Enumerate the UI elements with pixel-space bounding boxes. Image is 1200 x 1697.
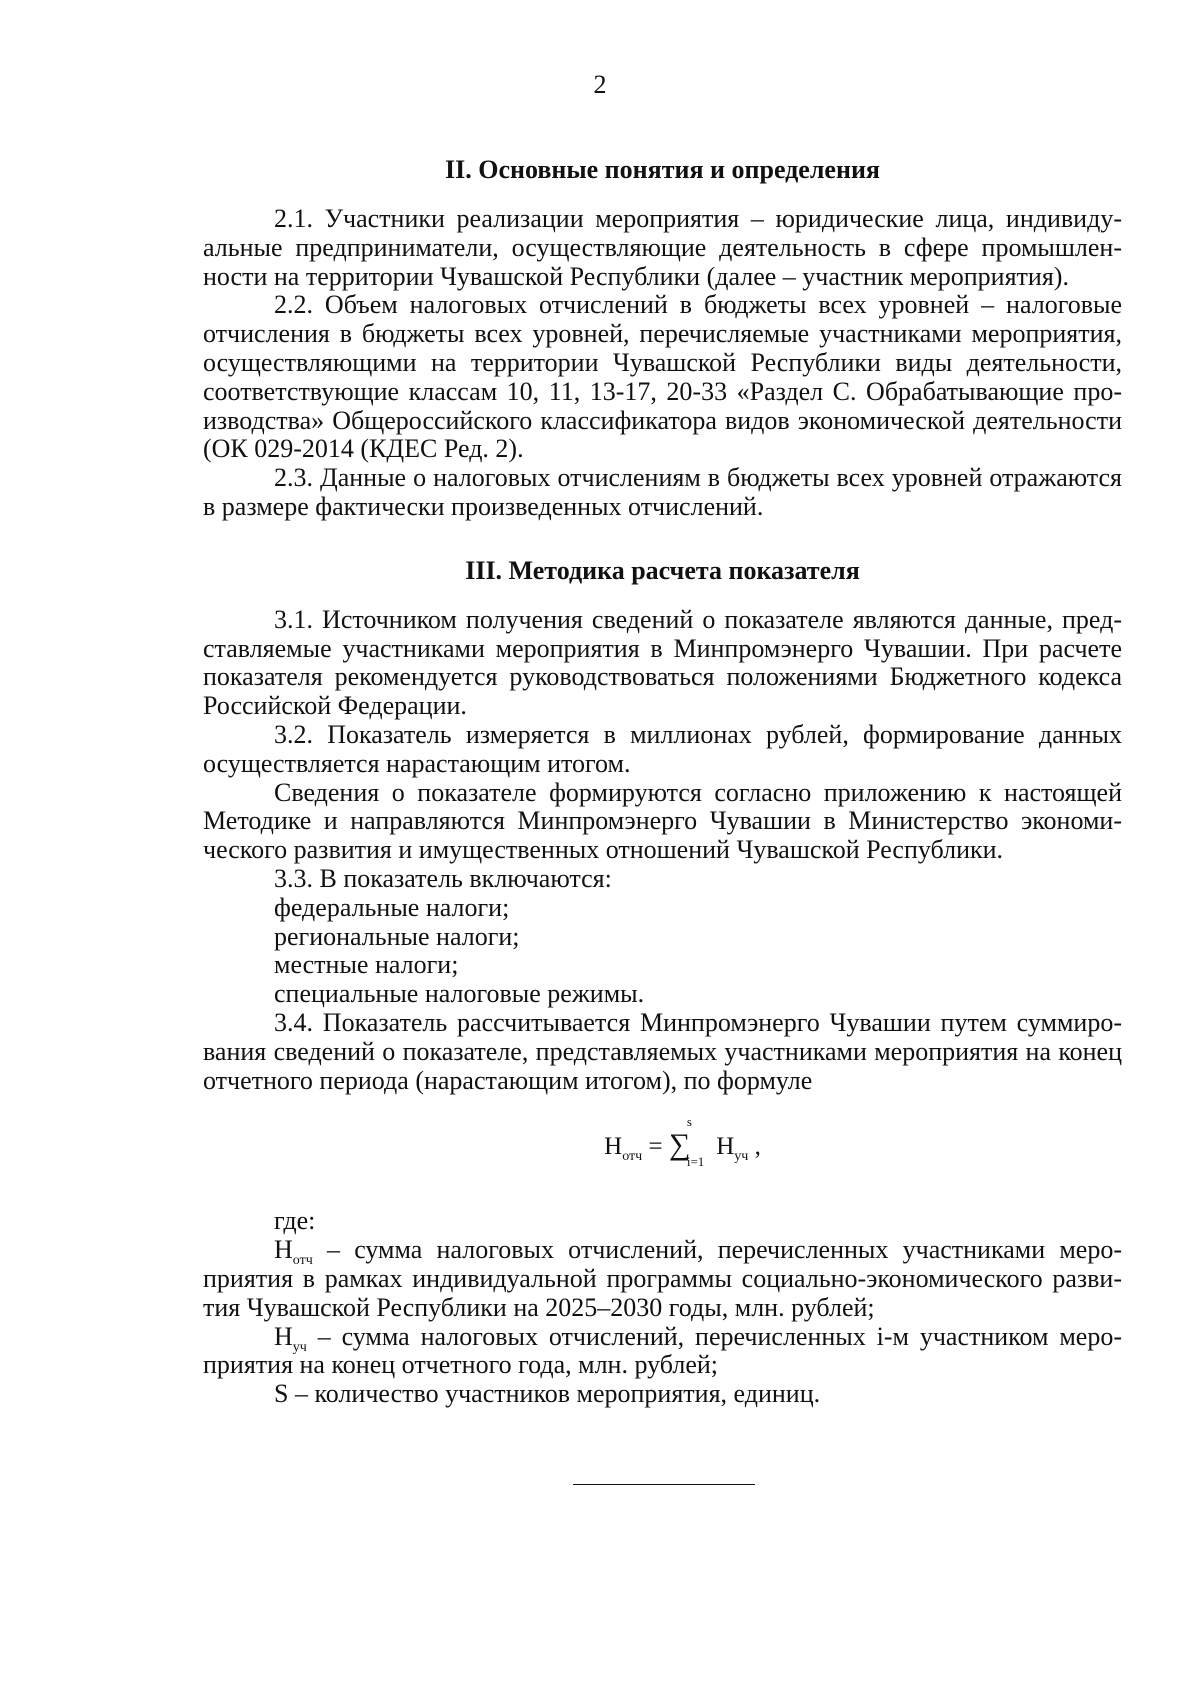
formula-lhs-symbol: Н [604,1133,623,1161]
paragraph-3-3: 3.3. В показатель включаются: [274,863,612,893]
formula-sum [668,1114,716,1175]
sum-sign: ∑ [668,1128,691,1162]
formula-rhs-subscript: уч [734,1149,749,1165]
definition-text: – сумма налоговых отчислений, перечисленных i-м участником мероприятия на конец отчетного года, млн. рублей; [203,1321,1122,1380]
paragraph-2-3: 2.3. Данные о налоговых отчислениям в бюджеты всех уровней отражаются в размере фактически произведенных отчислений. [203,463,1122,521]
page-number: 2 [593,70,607,99]
paragraph-2-1: 2.1. Участники реализации мероприятия – юридические лица, индивидуальные предприниматели, осуществляющие деятельность в сфере промышленности на территории Чувашской Республики (далее – участник мероприятия). [203,204,1122,291]
formula-rhs-symbol: Н [716,1133,735,1161]
paragraph-3-1: 3.1. Источником получения сведений о показателе являются данные, представляемые участниками мероприятия в Минпромэнерго Чувашии. При расчете показателя рекомендуется руководствоваться положениями Бюджетного кодекса Российской Федерации. [203,604,1122,721]
list-item-special-regimes: специальные налоговые режимы. [274,979,645,1009]
formula-lhs-subscript: отч [622,1149,643,1165]
formula-trailing-comma: , [754,1133,761,1161]
formula [203,1114,1122,1173]
list-item-regional-taxes: региональные налоги; [274,921,520,951]
paragraph-2-2: 2.2. Объем налоговых отчислений в бюджеты всех уровней – налоговые отчисления в бюджеты всех уровней, перечисляемые участниками мероприятия, осуществляющими на территории Чувашской Республики виды деятельности, соответствующие классам 10, 11, 13-17, 20-33 «Раздел С. Обрабатывающие производства» Общероссийского классификатора видов экономической деятельности (ОК 029-2014 (КДЕС Ред. 2). [203,290,1122,464]
definition-text: – сумма налоговых отчислений, перечисленных участниками мероприятия в рамках индивидуальной программы социально-экономического развития Чувашской Республики на 2025–2030 годы, млн. рублей; [203,1235,1122,1322]
sum-lower-limit: i=1 [686,1154,705,1170]
paragraph-3-4: 3.4. Показатель рассчитывается Минпромэнерго Чувашии путем суммирования сведений о показателе, представляемых участниками мероприятия на конец отчетного периода (нарастающим итогом), по формуле [203,1007,1122,1095]
end-separator-line [573,1484,755,1485]
definition-symbol: S [274,1379,289,1409]
document-body [203,155,1122,1409]
sum-upper-limit: s [686,1114,692,1130]
formula-expression [604,1114,761,1175]
section-3-title: III. Методика расчета показателя [465,555,860,585]
definitions-intro: где: [274,1206,316,1236]
definition-s [203,1380,1122,1409]
definition-n-otch [203,1236,1122,1322]
definition-symbol: $Н_{отч}$ [274,1235,313,1269]
paragraph-3-2: 3.2. Показатель измеряется в миллионах рублей, формирование данных осуществляется нарастающим итогом. [203,719,1122,778]
list-item-federal-taxes: федеральные налоги; [274,892,510,922]
list-item-local-taxes: местные налоги; [274,950,459,980]
paragraph-3-2-info: Сведения о показателе формируются согласно приложению к настоящей Методике и направляются Минпромэнерго Чувашии в Министерство экономического развития и имущественных отношений Чувашской Республики. [203,777,1122,865]
section-2-title: II. Основные понятия и определения [444,155,880,184]
formula-equals: = [648,1133,663,1161]
definition-text: – количество участников мероприятия, единиц. [288,1379,821,1409]
definition-n-uch [203,1323,1122,1381]
definition-symbol: $Н_{уч}$ [274,1321,307,1355]
